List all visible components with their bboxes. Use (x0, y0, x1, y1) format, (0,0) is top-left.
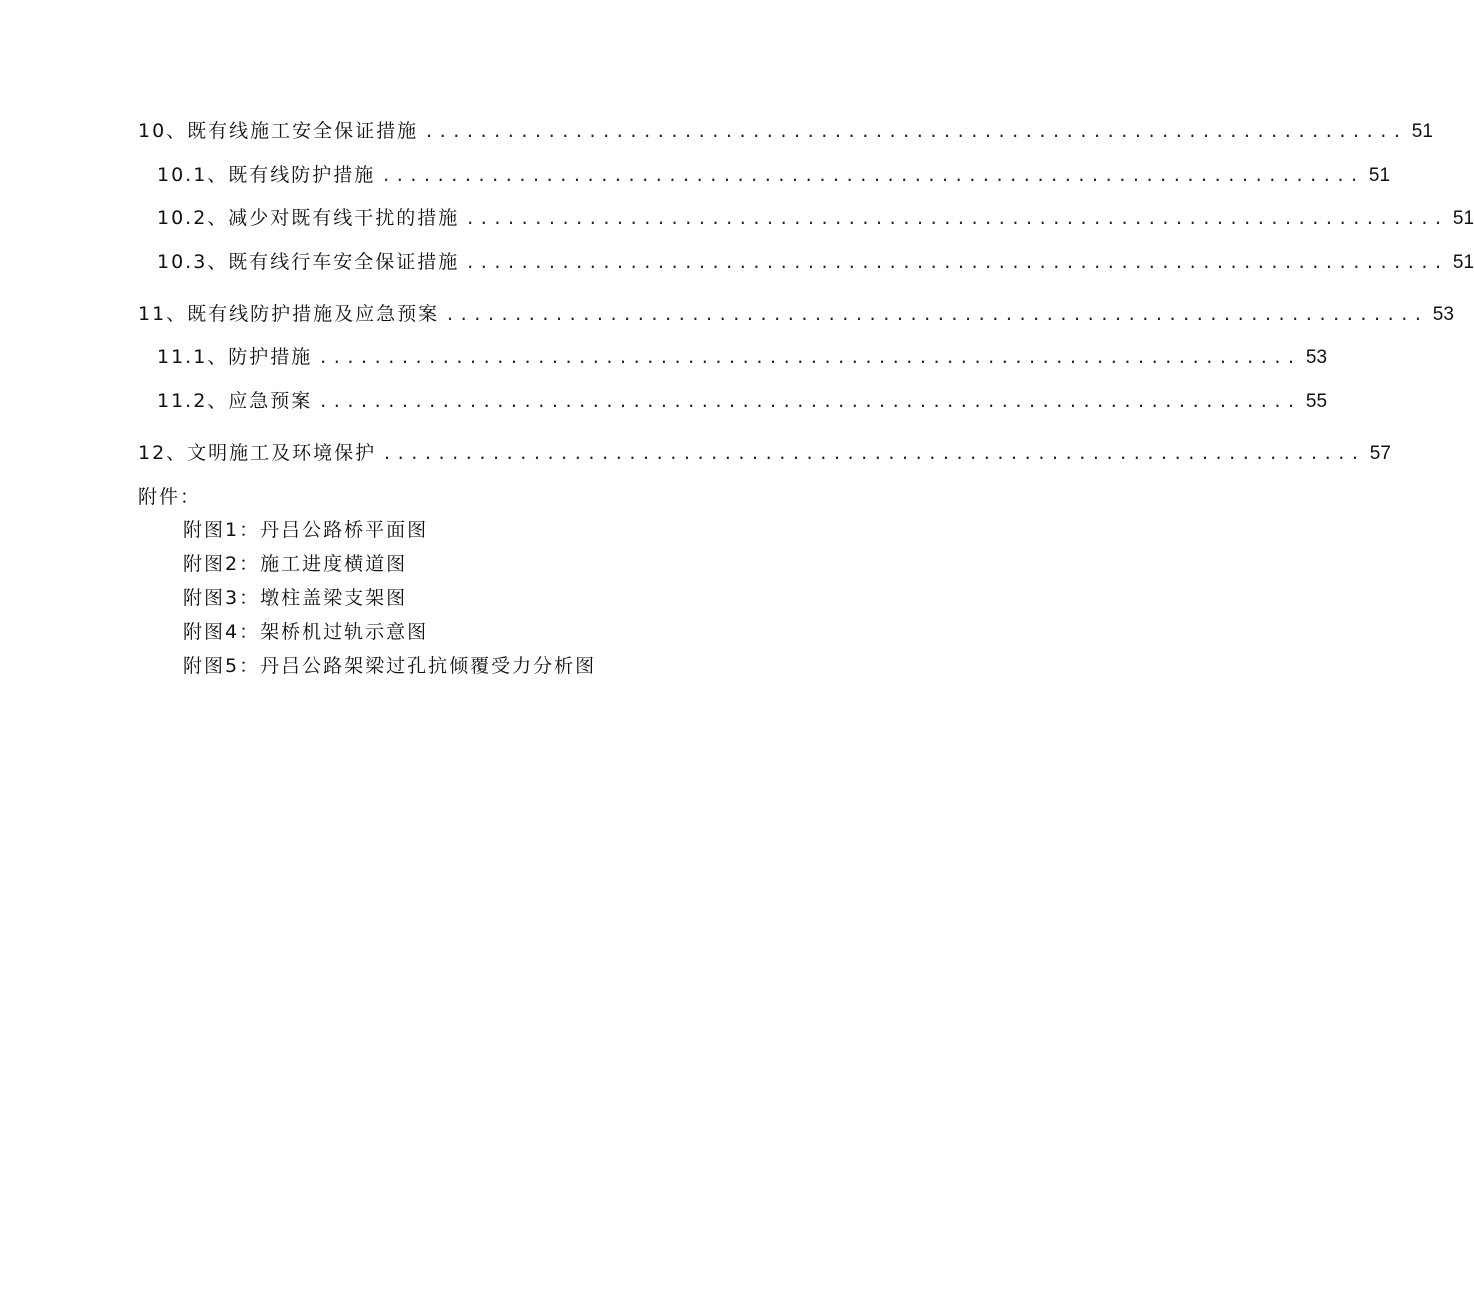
toc-leader-dots: ........................................................................ (381, 166, 1363, 185)
toc-leader-dots: ........................................................................ (445, 305, 1427, 324)
toc-entry-10-1[interactable] (157, 160, 1391, 190)
toc-entry-10-3[interactable] (157, 247, 1474, 277)
attachment-item-1: 附图1：丹吕公路桥平面图 (183, 519, 429, 541)
toc-page-number: 53 (1432, 304, 1454, 325)
attachment-item-5: 附图5：丹吕公路架梁过孔抗倾覆受力分析图 (183, 655, 597, 677)
attachments-heading: 附件： (138, 486, 202, 508)
toc-entry-title: 12、文明施工及环境保护 (138, 442, 377, 464)
toc-page-number: 51 (1368, 165, 1391, 186)
toc-entry-10[interactable] (138, 116, 1433, 146)
toc-page-number: 51 (1411, 121, 1433, 142)
toc-page-number: 51 (1452, 208, 1474, 229)
toc-entry-title: 10.1、既有线防护措施 (157, 164, 376, 186)
toc-leader-dots: ........................................................................ (424, 122, 1406, 141)
toc-leader-dots: ........................................................................ (465, 209, 1447, 228)
toc-page-number: 51 (1452, 252, 1474, 273)
toc-page-number: 53 (1305, 347, 1328, 368)
attachment-item-2: 附图2：施工进度横道图 (183, 553, 408, 575)
toc-entry-title: 10.2、减少对既有线干扰的措施 (157, 207, 460, 229)
toc-leader-dots: ........................................................................ (382, 444, 1364, 463)
toc-entry-11-1[interactable] (157, 342, 1328, 372)
toc-page-number: 55 (1305, 391, 1328, 412)
toc-entry-title: 11.1、防护措施 (157, 346, 313, 368)
toc-entry-title: 11.2、应急预案 (157, 390, 313, 412)
attachment-item-3: 附图3：墩柱盖梁支架图 (183, 587, 408, 609)
toc-entry-title: 11、既有线防护措施及应急预案 (138, 303, 440, 325)
toc-leader-dots: ........................................................................ (318, 392, 1300, 411)
toc-entry-11[interactable] (138, 299, 1454, 329)
toc-entry-title: 10、既有线施工安全保证措施 (138, 120, 419, 142)
toc-entry-title: 10.3、既有线行车安全保证措施 (157, 251, 460, 273)
toc-entry-10-2[interactable] (157, 203, 1474, 233)
toc-leader-dots: ........................................................................ (465, 253, 1447, 272)
toc-entry-12[interactable] (138, 438, 1391, 468)
toc-page-number: 57 (1369, 443, 1391, 464)
toc-leader-dots: ........................................................................ (318, 348, 1300, 367)
attachment-item-4: 附图4：架桥机过轨示意图 (183, 621, 429, 643)
toc-entry-11-2[interactable] (157, 386, 1328, 416)
